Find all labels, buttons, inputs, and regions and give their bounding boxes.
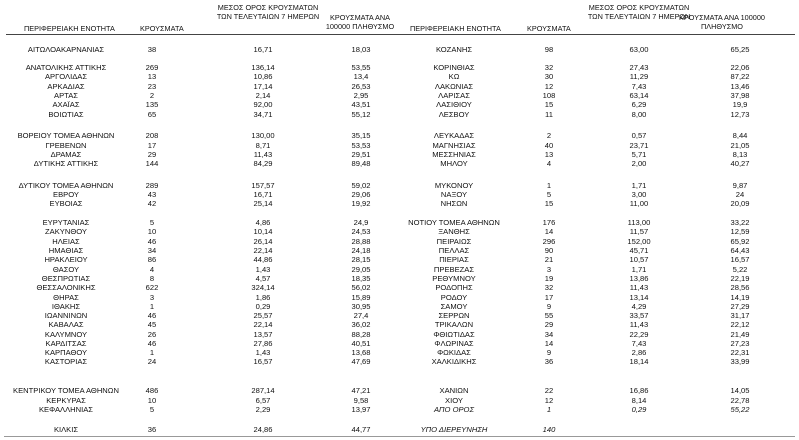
right-cases-cell: 5 [546, 190, 552, 199]
left-name-cell: ΔΡΑΜΑΣ [50, 150, 82, 159]
right-cases-cell: 32 [544, 283, 554, 292]
left-avg-cell: 2,29 [255, 405, 271, 414]
right-per-cell: 21,49 [730, 330, 750, 339]
right-per-cell: 22,31 [730, 348, 750, 357]
left-avg-cell: 8,71 [255, 141, 271, 150]
right-name-cell: ΦΛΩΡΙΝΑΣ [434, 339, 474, 348]
right-avg-cell: 45,71 [629, 246, 649, 255]
right-cases-cell: 98 [544, 45, 554, 54]
left-cases-cell: 10 [147, 396, 157, 405]
left-name-cell: ΘΕΣΣΑΛΟΝΙΚΗΣ [36, 283, 96, 292]
left-per-cell: 15,89 [351, 293, 371, 302]
left-cases-cell: 23 [147, 82, 157, 91]
left-avg-cell: 1,86 [255, 293, 271, 302]
header-avg7-left: ΜΕΣΟΣ ΟΡΟΣ ΚΡΟΥΣΜΑΤΩΝ ΤΩΝ ΤΕΛΕΥΤΑΙΩΝ 7 ΗΜΕΡΩΝ [216, 3, 320, 21]
right-avg-cell: 6,29 [631, 100, 647, 109]
right-per-cell: 22,19 [730, 274, 750, 283]
left-name-cell: ΗΛΕΙΑΣ [52, 237, 80, 246]
right-avg-cell: 8,00 [631, 110, 647, 119]
left-cases-cell: 135 [145, 100, 159, 109]
left-cases-cell: 13 [147, 72, 157, 81]
right-cases-cell: 17 [544, 293, 554, 302]
right-name-cell: ΛΑΚΩΝΙΑΣ [434, 82, 474, 91]
right-name-cell: ΛΑΡΙΣΑΣ [438, 91, 470, 100]
left-per-cell: 18,03 [351, 45, 371, 54]
left-name-cell: ΘΑΣΟΥ [52, 265, 80, 274]
right-cases-cell: 108 [542, 91, 556, 100]
header-cases-left: ΚΡΟΥΣΜΑΤΑ [140, 24, 184, 33]
right-avg-cell: 22,29 [629, 330, 649, 339]
right-avg-cell: 5,71 [631, 150, 647, 159]
left-cases-cell: 269 [145, 63, 159, 72]
left-cases-cell: 1 [149, 302, 155, 311]
right-per-cell: 22,78 [730, 396, 750, 405]
right-per-cell: 40,27 [730, 159, 750, 168]
right-per-cell: 64,43 [730, 246, 750, 255]
left-avg-cell: 17,14 [253, 82, 273, 91]
left-name-cell: ΘΕΣΠΡΩΤΙΑΣ [41, 274, 91, 283]
left-per-cell: 53,55 [351, 63, 371, 72]
right-avg-cell: 13,86 [629, 274, 649, 283]
right-per-cell: 8,44 [732, 131, 748, 140]
left-avg-cell: 287,14 [251, 386, 275, 395]
right-avg-cell: 7,43 [631, 82, 647, 91]
right-per-cell: 24 [735, 190, 745, 199]
left-avg-cell: 26,14 [253, 237, 273, 246]
left-per-cell: 30,95 [351, 302, 371, 311]
left-per-cell: 88,28 [351, 330, 371, 339]
left-cases-cell: 45 [147, 320, 157, 329]
right-cases-cell: 9 [546, 348, 552, 357]
left-avg-cell: 1,43 [255, 348, 271, 357]
right-name-cell: ΧΑΝΙΩΝ [439, 386, 469, 395]
right-avg-cell: 11,43 [629, 283, 649, 292]
right-name-cell: ΠΙΕΡΙΑΣ [439, 255, 469, 264]
right-avg-cell: 3,00 [631, 190, 647, 199]
right-name-cell: ΧΙΟΥ [445, 396, 463, 405]
right-cases-cell: 34 [544, 330, 554, 339]
right-name-cell: ΜΑΓΝΗΣΙΑΣ [432, 141, 476, 150]
left-per-cell: 55,12 [351, 110, 371, 119]
right-avg-cell: 7,43 [631, 339, 647, 348]
right-name-cell: ΑΠΟ ΟΡΟΣ [433, 405, 475, 414]
left-cases-cell: 5 [149, 218, 155, 227]
left-per-cell: 18,35 [351, 274, 371, 283]
left-avg-cell: 25,14 [253, 199, 273, 208]
right-per-cell: 22,12 [730, 320, 750, 329]
left-per-cell: 13,68 [351, 348, 371, 357]
right-avg-cell: 8,14 [631, 396, 647, 405]
left-name-cell: ΗΡΑΚΛΕΙΟΥ [44, 255, 88, 264]
left-name-cell: ΙΘΑΚΗΣ [51, 302, 81, 311]
right-avg-cell: 1,71 [631, 265, 647, 274]
right-avg-cell: 27,43 [629, 63, 649, 72]
right-name-cell: ΥΠΟ ΔΙΕΡΕΥΝΗΣΗ [420, 425, 488, 434]
left-avg-cell: 4,86 [255, 218, 271, 227]
right-cases-cell: 12 [544, 82, 554, 91]
left-avg-cell: 27,86 [253, 339, 273, 348]
left-name-cell: ΚΕΦΑΛΛΗΝΙΑΣ [38, 405, 94, 414]
left-per-cell: 24,9 [353, 218, 369, 227]
right-name-cell: ΡΟΔΟΥ [440, 293, 468, 302]
right-name-cell: ΛΕΥΚΑΔΑΣ [433, 131, 475, 140]
left-per-cell: 43,51 [351, 100, 371, 109]
left-name-cell: ΓΡΕΒΕΝΩΝ [45, 141, 87, 150]
right-avg-cell: 2,00 [631, 159, 647, 168]
left-per-cell: 56,02 [351, 283, 371, 292]
right-cases-cell: 14 [544, 339, 554, 348]
header-rule-left [6, 34, 402, 35]
right-name-cell: ΝΟΤΙΟΥ ΤΟΜΕΑ ΑΘΗΝΩΝ [408, 218, 500, 227]
right-cases-cell: 15 [544, 199, 554, 208]
left-name-cell: ΚΑΣΤΟΡΙΑΣ [44, 357, 88, 366]
right-per-cell: 27,29 [730, 302, 750, 311]
header-per100k-left: ΚΡΟΥΣΜΑΤΑ ΑΝΑ 100000 ΠΛΗΘΥΣΜΟ [325, 13, 395, 31]
right-per-cell: 8,13 [732, 150, 748, 159]
right-name-cell: ΡΕΘΥΜΝΟΥ [432, 274, 476, 283]
left-name-cell: ΖΑΚΥΝΘΟΥ [45, 227, 87, 236]
right-avg-cell: 11,57 [629, 227, 649, 236]
right-per-cell: 87,22 [730, 72, 750, 81]
left-name-cell: ΚΑΡΠΑΘΟΥ [44, 348, 88, 357]
left-per-cell: 28,15 [351, 255, 371, 264]
left-cases-cell: 144 [145, 159, 159, 168]
right-cases-cell: 9 [546, 302, 552, 311]
right-cases-cell: 21 [544, 255, 554, 264]
left-cases-cell: 46 [147, 339, 157, 348]
right-per-cell: 33,22 [730, 218, 750, 227]
left-cases-cell: 3 [149, 293, 155, 302]
right-avg-cell: 13,14 [629, 293, 649, 302]
left-name-cell: ΗΜΑΘΙΑΣ [48, 246, 84, 255]
left-per-cell: 40,51 [351, 339, 371, 348]
left-cases-cell: 208 [145, 131, 159, 140]
left-per-cell: 29,06 [351, 190, 371, 199]
left-cases-cell: 34 [147, 246, 157, 255]
right-avg-cell: 152,00 [627, 237, 651, 246]
right-per-cell: 31,17 [730, 311, 750, 320]
left-name-cell: ΙΩΑΝΝΙΝΩΝ [44, 311, 88, 320]
left-name-cell: ΚΑΡΔΙΤΣΑΣ [45, 339, 87, 348]
left-cases-cell: 289 [145, 181, 159, 190]
right-per-cell: 14,19 [730, 293, 750, 302]
right-name-cell: ΜΕΣΣΗΝΙΑΣ [432, 150, 476, 159]
right-per-cell: 22,06 [730, 63, 750, 72]
right-per-cell: 19,9 [732, 100, 748, 109]
right-avg-cell: 18,14 [629, 357, 649, 366]
left-avg-cell: 157,57 [251, 181, 275, 190]
left-cases-cell: 86 [147, 255, 157, 264]
left-name-cell: ΑΡΤΑΣ [54, 91, 78, 100]
left-avg-cell: 16,57 [253, 357, 273, 366]
left-avg-cell: 44,86 [253, 255, 273, 264]
left-avg-cell: 2,14 [255, 91, 271, 100]
left-avg-cell: 22,14 [253, 246, 273, 255]
left-name-cell: ΑΙΤΩΛΟΑΚΑΡΝΑΝΙΑΣ [27, 45, 105, 54]
right-cases-cell: 55 [544, 311, 554, 320]
bottom-rule [4, 436, 795, 437]
left-cases-cell: 486 [145, 386, 159, 395]
left-per-cell: 36,02 [351, 320, 371, 329]
left-avg-cell: 136,14 [251, 63, 275, 72]
right-cases-cell: 15 [544, 100, 554, 109]
right-cases-cell: 22 [544, 386, 554, 395]
right-name-cell: ΝΗΣΩΝ [440, 199, 468, 208]
left-per-cell: 29,51 [351, 150, 371, 159]
right-name-cell: ΚΟΖΑΝΗΣ [435, 45, 473, 54]
left-cases-cell: 29 [147, 150, 157, 159]
left-avg-cell: 324,14 [251, 283, 275, 292]
right-avg-cell: 0,57 [631, 131, 647, 140]
right-name-cell: ΝΑΞΟΥ [440, 190, 468, 199]
left-avg-cell: 24,86 [253, 425, 273, 434]
right-name-cell: ΚΩ [448, 72, 460, 81]
right-name-cell: ΜΥΚΟΝΟΥ [434, 181, 474, 190]
left-per-cell: 9,58 [353, 396, 369, 405]
right-cases-cell: 29 [544, 320, 554, 329]
left-per-cell: 26,53 [351, 82, 371, 91]
right-per-cell: 5,22 [732, 265, 748, 274]
left-name-cell: ΚΕΡΚΥΡΑΣ [46, 396, 86, 405]
left-per-cell: 13,97 [351, 405, 371, 414]
left-cases-cell: 42 [147, 199, 157, 208]
left-cases-cell: 46 [147, 311, 157, 320]
left-avg-cell: 25,57 [253, 311, 273, 320]
right-avg-cell: 10,57 [629, 255, 649, 264]
left-name-cell: ΚΑΛΥΜΝΟΥ [44, 330, 88, 339]
left-name-cell: ΚΑΒΑΛΑΣ [48, 320, 84, 329]
left-name-cell: ΚΕΝΤΡΙΚΟΥ ΤΟΜΕΑ ΑΘΗΝΩΝ [13, 386, 119, 395]
header-avg7-right: ΜΕΣΟΣ ΟΡΟΣ ΚΡΟΥΣΜΑΤΩΝ ΤΩΝ ΤΕΛΕΥΤΑΙΩΝ 7 ΗΜΕΡΩΝ [587, 3, 691, 21]
left-avg-cell: 22,14 [253, 320, 273, 329]
right-cases-cell: 32 [544, 63, 554, 72]
right-avg-cell: 4,29 [631, 302, 647, 311]
right-cases-cell: 296 [542, 237, 556, 246]
right-name-cell: ΣΕΡΡΩΝ [438, 311, 470, 320]
left-per-cell: 35,15 [351, 131, 371, 140]
right-name-cell: ΧΑΛΚΙΔΙΚΗΣ [431, 357, 477, 366]
right-cases-cell: 12 [544, 396, 554, 405]
left-per-cell: 29,05 [351, 265, 371, 274]
right-avg-cell: 63,00 [629, 45, 649, 54]
left-per-cell: 53,53 [351, 141, 371, 150]
right-cases-cell: 90 [544, 246, 554, 255]
left-cases-cell: 2 [149, 91, 155, 100]
right-cases-cell: 176 [542, 218, 556, 227]
right-avg-cell: 16,86 [629, 386, 649, 395]
left-name-cell: ΒΟΡΕΙΟΥ ΤΟΜΕΑ ΑΘΗΝΩΝ [17, 131, 115, 140]
right-cases-cell: 30 [544, 72, 554, 81]
left-name-cell: ΘΗΡΑΣ [53, 293, 79, 302]
right-cases-cell: 13 [544, 150, 554, 159]
right-name-cell: ΤΡΙΚΑΛΩΝ [434, 320, 474, 329]
right-cases-cell: 40 [544, 141, 554, 150]
right-cases-cell: 1 [546, 405, 552, 414]
right-name-cell: ΞΑΝΘΗΣ [438, 227, 470, 236]
right-name-cell: ΚΟΡΙΝΘΙΑΣ [433, 63, 475, 72]
left-avg-cell: 13,57 [253, 330, 273, 339]
right-avg-cell: 11,00 [629, 199, 649, 208]
left-cases-cell: 65 [147, 110, 157, 119]
left-cases-cell: 46 [147, 237, 157, 246]
left-per-cell: 47,69 [351, 357, 371, 366]
left-per-cell: 47,21 [351, 386, 371, 395]
left-cases-cell: 24 [147, 357, 157, 366]
right-per-cell: 65,92 [730, 237, 750, 246]
header-region-right: ΠΕΡΙΦΕΡΕΙΑΚΗ ΕΝΟΤΗΤΑ [410, 24, 501, 33]
right-cases-cell: 3 [546, 265, 552, 274]
left-cases-cell: 622 [145, 283, 159, 292]
right-per-cell: 9,87 [732, 181, 748, 190]
left-per-cell: 19,92 [351, 199, 371, 208]
right-name-cell: ΠΡΕΒΕΖΑΣ [433, 265, 475, 274]
right-avg-cell: 63,14 [629, 91, 649, 100]
right-per-cell: 13,46 [730, 82, 750, 91]
right-cases-cell: 140 [542, 425, 556, 434]
right-avg-cell: 23,71 [629, 141, 649, 150]
left-cases-cell: 10 [147, 227, 157, 236]
right-name-cell: ΡΟΔΟΠΗΣ [435, 283, 473, 292]
left-cases-cell: 4 [149, 265, 155, 274]
right-cases-cell: 11 [545, 110, 553, 119]
right-per-cell: 28,56 [730, 283, 750, 292]
right-per-cell: 21,05 [730, 141, 750, 150]
left-cases-cell: 26 [147, 330, 157, 339]
left-avg-cell: 11,43 [253, 150, 273, 159]
left-name-cell: ΚΙΛΚΙΣ [53, 425, 79, 434]
left-avg-cell: 130,00 [251, 131, 275, 140]
right-avg-cell: 11,29 [629, 72, 649, 81]
left-name-cell: ΕΥΡΥΤΑΝΙΑΣ [42, 218, 90, 227]
left-avg-cell: 16,71 [253, 190, 273, 199]
right-per-cell: 12,59 [730, 227, 750, 236]
right-avg-cell: 113,00 [627, 218, 651, 227]
right-cases-cell: 36 [544, 357, 554, 366]
left-per-cell: 13,4 [353, 72, 369, 81]
right-avg-cell: 33,57 [629, 311, 649, 320]
right-name-cell: ΦΩΚΙΔΑΣ [437, 348, 471, 357]
left-name-cell: ΔΥΤΙΚΟΥ ΤΟΜΕΑ ΑΘΗΝΩΝ [18, 181, 114, 190]
left-cases-cell: 43 [147, 190, 157, 199]
left-avg-cell: 34,71 [253, 110, 273, 119]
right-name-cell: ΠΕΙΡΑΙΩΣ [436, 237, 472, 246]
left-avg-cell: 6,57 [255, 396, 271, 405]
right-avg-cell: 2,86 [631, 348, 647, 357]
right-avg-cell: 0,29 [631, 405, 647, 414]
left-per-cell: 89,48 [351, 159, 371, 168]
right-per-cell: 65,25 [730, 45, 750, 54]
right-name-cell: ΠΕΛΛΑΣ [438, 246, 470, 255]
right-cases-cell: 14 [544, 227, 554, 236]
left-per-cell: 44,77 [351, 425, 371, 434]
right-per-cell: 16,57 [730, 255, 750, 264]
right-name-cell: ΜΗΛΟΥ [440, 159, 468, 168]
left-per-cell: 24,53 [351, 227, 371, 236]
left-name-cell: ΑΝΑΤΟΛΙΚΗΣ ΑΤΤΙΚΗΣ [25, 63, 107, 72]
left-name-cell: ΕΒΡΟΥ [53, 190, 79, 199]
right-per-cell: 12,73 [730, 110, 750, 119]
left-cases-cell: 17 [147, 141, 157, 150]
left-cases-cell: 5 [149, 405, 155, 414]
left-per-cell: 28,88 [351, 237, 371, 246]
left-cases-cell: 8 [149, 274, 155, 283]
header-per100k-right: ΚΡΟΥΣΜΑΤΑ ΑΝΑ 100000 ΠΛΗΘΥΣΜΟ [679, 13, 765, 31]
left-avg-cell: 16,71 [253, 45, 273, 54]
left-per-cell: 59,02 [351, 181, 371, 190]
right-per-cell: 27,23 [730, 339, 750, 348]
right-per-cell: 14,05 [730, 386, 750, 395]
right-name-cell: ΛΕΣΒΟΥ [438, 110, 470, 119]
left-name-cell: ΔΥΤΙΚΗΣ ΑΤΤΙΚΗΣ [33, 159, 99, 168]
left-cases-cell: 38 [147, 45, 157, 54]
right-cases-cell: 2 [546, 131, 552, 140]
right-avg-cell: 11,43 [629, 320, 649, 329]
header-cases-right: ΚΡΟΥΣΜΑΤΑ [527, 24, 571, 33]
left-avg-cell: 92,00 [253, 100, 273, 109]
right-name-cell: ΦΘΙΩΤΙΔΑΣ [433, 330, 475, 339]
left-avg-cell: 1,43 [255, 265, 271, 274]
left-name-cell: ΒΟΙΩΤΙΑΣ [48, 110, 84, 119]
right-per-cell: 33,99 [730, 357, 750, 366]
left-avg-cell: 0,29 [255, 302, 271, 311]
left-name-cell: ΕΥΒΟΙΑΣ [49, 199, 83, 208]
right-per-cell: 20,09 [730, 199, 750, 208]
left-per-cell: 27,4 [353, 311, 369, 320]
left-avg-cell: 4,57 [255, 274, 271, 283]
right-name-cell: ΣΑΜΟΥ [440, 302, 468, 311]
left-name-cell: ΑΧΑΪΑΣ [52, 100, 80, 109]
right-cases-cell: 4 [546, 159, 552, 168]
left-name-cell: ΑΡΓΟΛΙΔΑΣ [44, 72, 88, 81]
left-cases-cell: 1 [149, 348, 155, 357]
left-avg-cell: 84,29 [253, 159, 273, 168]
left-avg-cell: 10,14 [253, 227, 273, 236]
left-cases-cell: 36 [147, 425, 157, 434]
left-name-cell: ΑΡΚΑΔΙΑΣ [47, 82, 85, 91]
header-region-left: ΠΕΡΙΦΕΡΕΙΑΚΗ ΕΝΟΤΗΤΑ [24, 24, 115, 33]
right-cases-cell: 19 [544, 274, 554, 283]
right-name-cell: ΛΑΣΙΘΙΟΥ [436, 100, 472, 109]
left-per-cell: 2,95 [353, 91, 369, 100]
left-avg-cell: 10,86 [253, 72, 273, 81]
left-per-cell: 24,18 [351, 246, 371, 255]
right-cases-cell: 1 [546, 181, 552, 190]
header-rule-right [402, 34, 795, 35]
right-per-cell: 55,22 [730, 405, 750, 414]
right-per-cell: 37,98 [730, 91, 750, 100]
right-avg-cell: 1,71 [631, 181, 647, 190]
